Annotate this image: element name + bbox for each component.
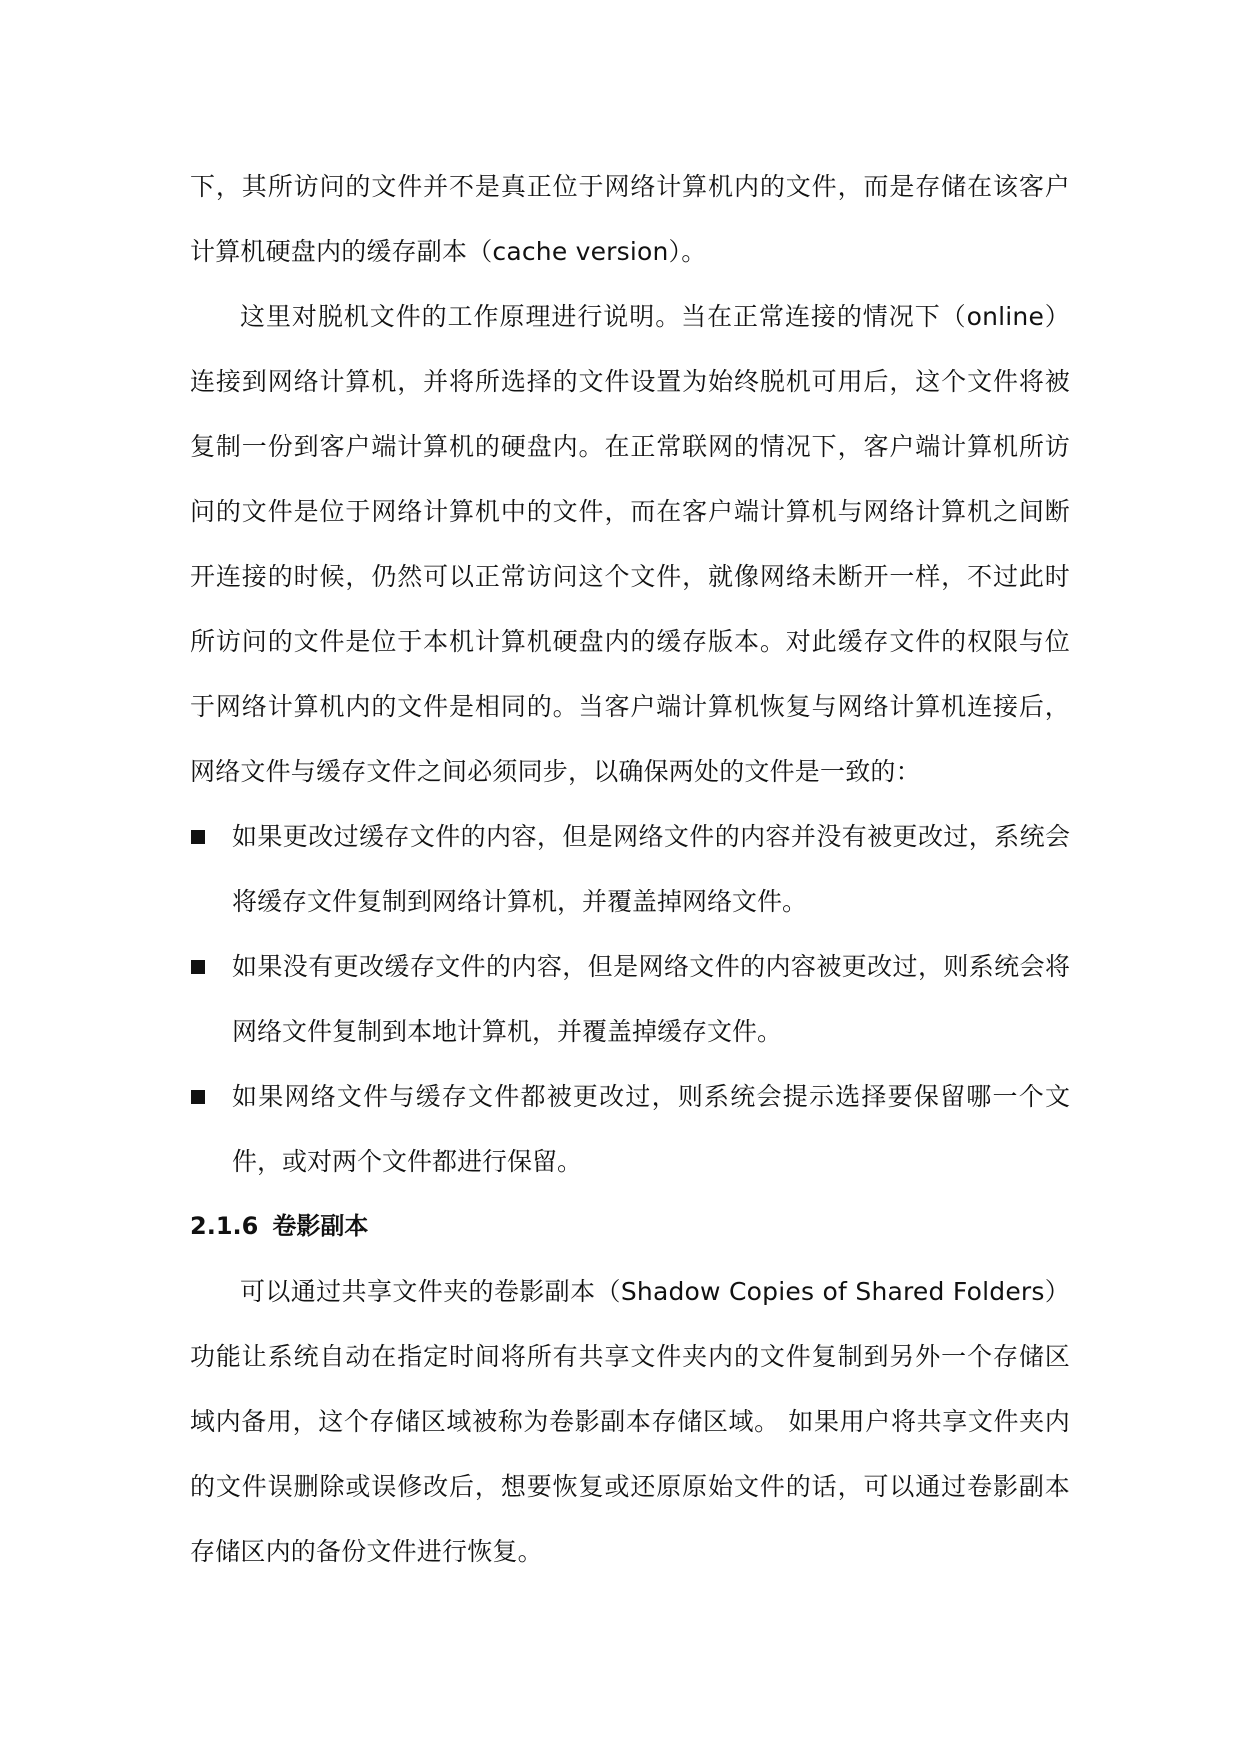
- list-item: [190, 934, 1070, 1064]
- paragraph-shadow-copies: 可以通过共享文件夹的卷影副本（Shadow Copies of Shared Folders）功能让系统自动在指定时间将所有共享文件夹内的文件复制到另外一个存储区域内备用，这个存储区域被称为卷影副本存储区域。 如果用户将共享文件夹内的文件误删除或误修改后，想要恢复或还原原始文件的话，可以通过卷影副本存储区内的备份文件进行恢复。: [190, 1277, 1070, 1566]
- section-heading: [190, 1194, 1070, 1259]
- list-item: [190, 804, 1070, 934]
- square-bullet-icon: [191, 960, 205, 974]
- square-bullet-icon: [191, 830, 205, 844]
- paragraph-cache-version: 下，其所访问的文件并不是真正位于网络计算机内的文件，而是存储在该客户计算机硬盘内的缓存副本（cache version）。: [190, 172, 1070, 266]
- document-body: [190, 154, 1070, 1584]
- paragraph-offline-files-principle: 这里对脱机文件的工作原理进行说明。当在正常连接的情况下（online）连接到网络计算机，并将所选择的文件设置为始终脱机可用后，这个文件将被复制一份到客户端计算机的硬盘内。在正常联网的情况下，客户端计算机所访问的文件是位于网络计算机中的文件，而在客户端计算机与网络计算机之间断开连接的时候，仍然可以正常访问这个文件，就像网络未断开一样，不过此时所访问的文件是位于本机计算机硬盘内的缓存版本。对此缓存文件的权限与位于网络计算机内的文件是相同的。当客户端计算机恢复与网络计算机连接后，网络文件与缓存文件之间必须同步，以确保两处的文件是一致的：: [190, 302, 1070, 786]
- section-title: 卷影副本: [272, 1212, 369, 1240]
- list-item-text: 如果没有更改缓存文件的内容，但是网络文件的内容被更改过，则系统会将网络文件复制到本地计算机，并覆盖掉缓存文件。: [232, 952, 1070, 1046]
- section-number: 2.1.6: [190, 1212, 259, 1240]
- sync-rules-list: [190, 804, 1070, 1194]
- list-item: [190, 1064, 1070, 1194]
- square-bullet-icon: [191, 1090, 205, 1104]
- list-item-text: 如果更改过缓存文件的内容，但是网络文件的内容并没有被更改过，系统会将缓存文件复制到网络计算机，并覆盖掉网络文件。: [232, 822, 1070, 916]
- list-item-text: 如果网络文件与缓存文件都被更改过，则系统会提示选择要保留哪一个文件，或对两个文件都进行保留。: [232, 1082, 1070, 1176]
